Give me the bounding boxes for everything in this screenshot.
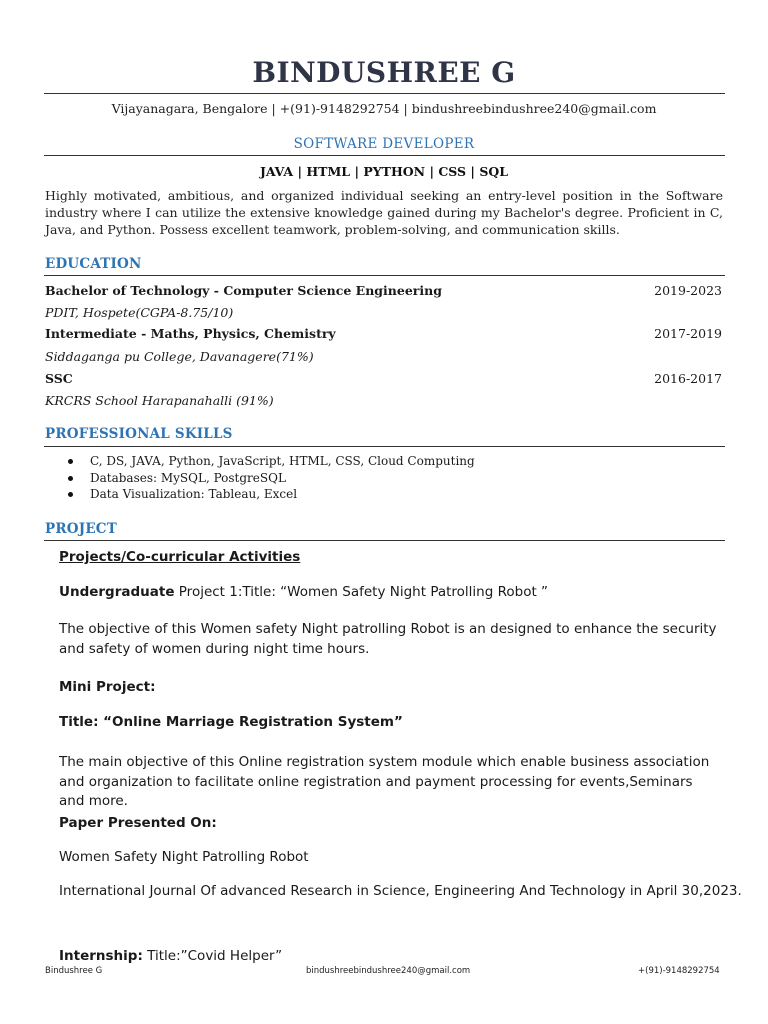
mini-project-title: Title: “Online Marriage Registration System”: [59, 714, 403, 730]
skills-divider: [44, 446, 725, 447]
undergraduate-project-line: [59, 584, 548, 600]
degree-name: SSC: [45, 371, 73, 386]
summary-paragraph: Highly motivated, ambitious, and organized individual seeking an entry-level position in the Software industry where I can utilize the extensive knowledge gained during my Bachelor's degree. Proficient in C, Java, and Python. Possess excellent teamwork, problem-solving, and communication skills.: [45, 188, 723, 237]
education-entry: [45, 283, 722, 298]
project-divider: [44, 540, 725, 541]
internship-title: Title:”Covid Helper”: [147, 948, 283, 964]
skills-list: [62, 453, 475, 503]
education-entry: [45, 326, 722, 341]
degree-years: 2019-2023: [654, 283, 722, 298]
footer-name: Bindushree G: [45, 966, 103, 976]
key-skills-line: JAVA | HTML | PYTHON | CSS | SQL: [259, 164, 509, 179]
footer-phone: +(91)-9148292754: [638, 966, 720, 976]
skill-item: Data Visualization: Tableau, Excel: [62, 486, 475, 503]
paper-title: Women Safety Night Patrolling Robot: [59, 849, 309, 865]
projects-subheading: Projects/Co-curricular Activities: [59, 549, 301, 565]
candidate-name: BINDUSHREE G: [252, 56, 516, 89]
role-divider: [44, 155, 725, 156]
undergraduate-label: Undergraduate: [59, 584, 175, 600]
degree-years: 2017-2019: [654, 326, 722, 341]
paper-journal: International Journal Of advanced Research in Science, Engineering And Technology in April 30,2023.: [59, 883, 742, 899]
bullet-icon: [68, 492, 73, 497]
contact-line: Vijayanagara, Bengalore | +(91)-9148292754 | bindushreebindushree240@gmail.com: [111, 101, 657, 116]
mini-project-description: The main objective of this Online registration system module which enable business association and organization to facilitate online registration and payment processing for events,Seminars and more.: [59, 754, 710, 809]
role-title: SOFTWARE DEVELOPER: [293, 136, 475, 152]
skills-heading: PROFESSIONAL SKILLS: [45, 426, 233, 442]
internship-line: [59, 948, 282, 964]
header-divider: [44, 93, 725, 94]
paper-presented-label: Paper Presented On:: [59, 815, 217, 831]
institution-name: Siddaganga pu College, Davanagere(71%): [45, 349, 314, 364]
undergraduate-project-title: Project 1:Title: “Women Safety Night Patrolling Robot ”: [178, 584, 549, 600]
skill-item: C, DS, JAVA, Python, JavaScript, HTML, CSS, Cloud Computing: [62, 453, 475, 470]
footer-email: bindushreebindushree240@gmail.com: [306, 966, 471, 976]
mini-project-label: Mini Project:: [59, 679, 156, 695]
internship-label: Internship:: [59, 948, 143, 964]
education-entry: [45, 371, 722, 386]
skill-item: Databases: MySQL, PostgreSQL: [62, 470, 475, 487]
bullet-icon: [68, 459, 73, 464]
degree-name: Bachelor of Technology - Computer Science Engineering: [45, 283, 442, 298]
undergraduate-project-description: The objective of this Women safety Night patrolling Robot is an designed to enhance the security and safety of women during night time hours.: [59, 621, 717, 657]
education-divider: [44, 275, 725, 276]
project-heading: PROJECT: [45, 521, 117, 537]
institution-name: PDIT, Hospete(CGPA-8.75/10): [45, 305, 234, 320]
degree-name: Intermediate - Maths, Physics, Chemistry: [45, 326, 336, 341]
institution-name: KRCRS School Harapanahalli (91%): [45, 393, 274, 408]
education-heading: EDUCATION: [45, 256, 142, 272]
bullet-icon: [68, 476, 73, 481]
degree-years: 2016-2017: [654, 371, 722, 386]
